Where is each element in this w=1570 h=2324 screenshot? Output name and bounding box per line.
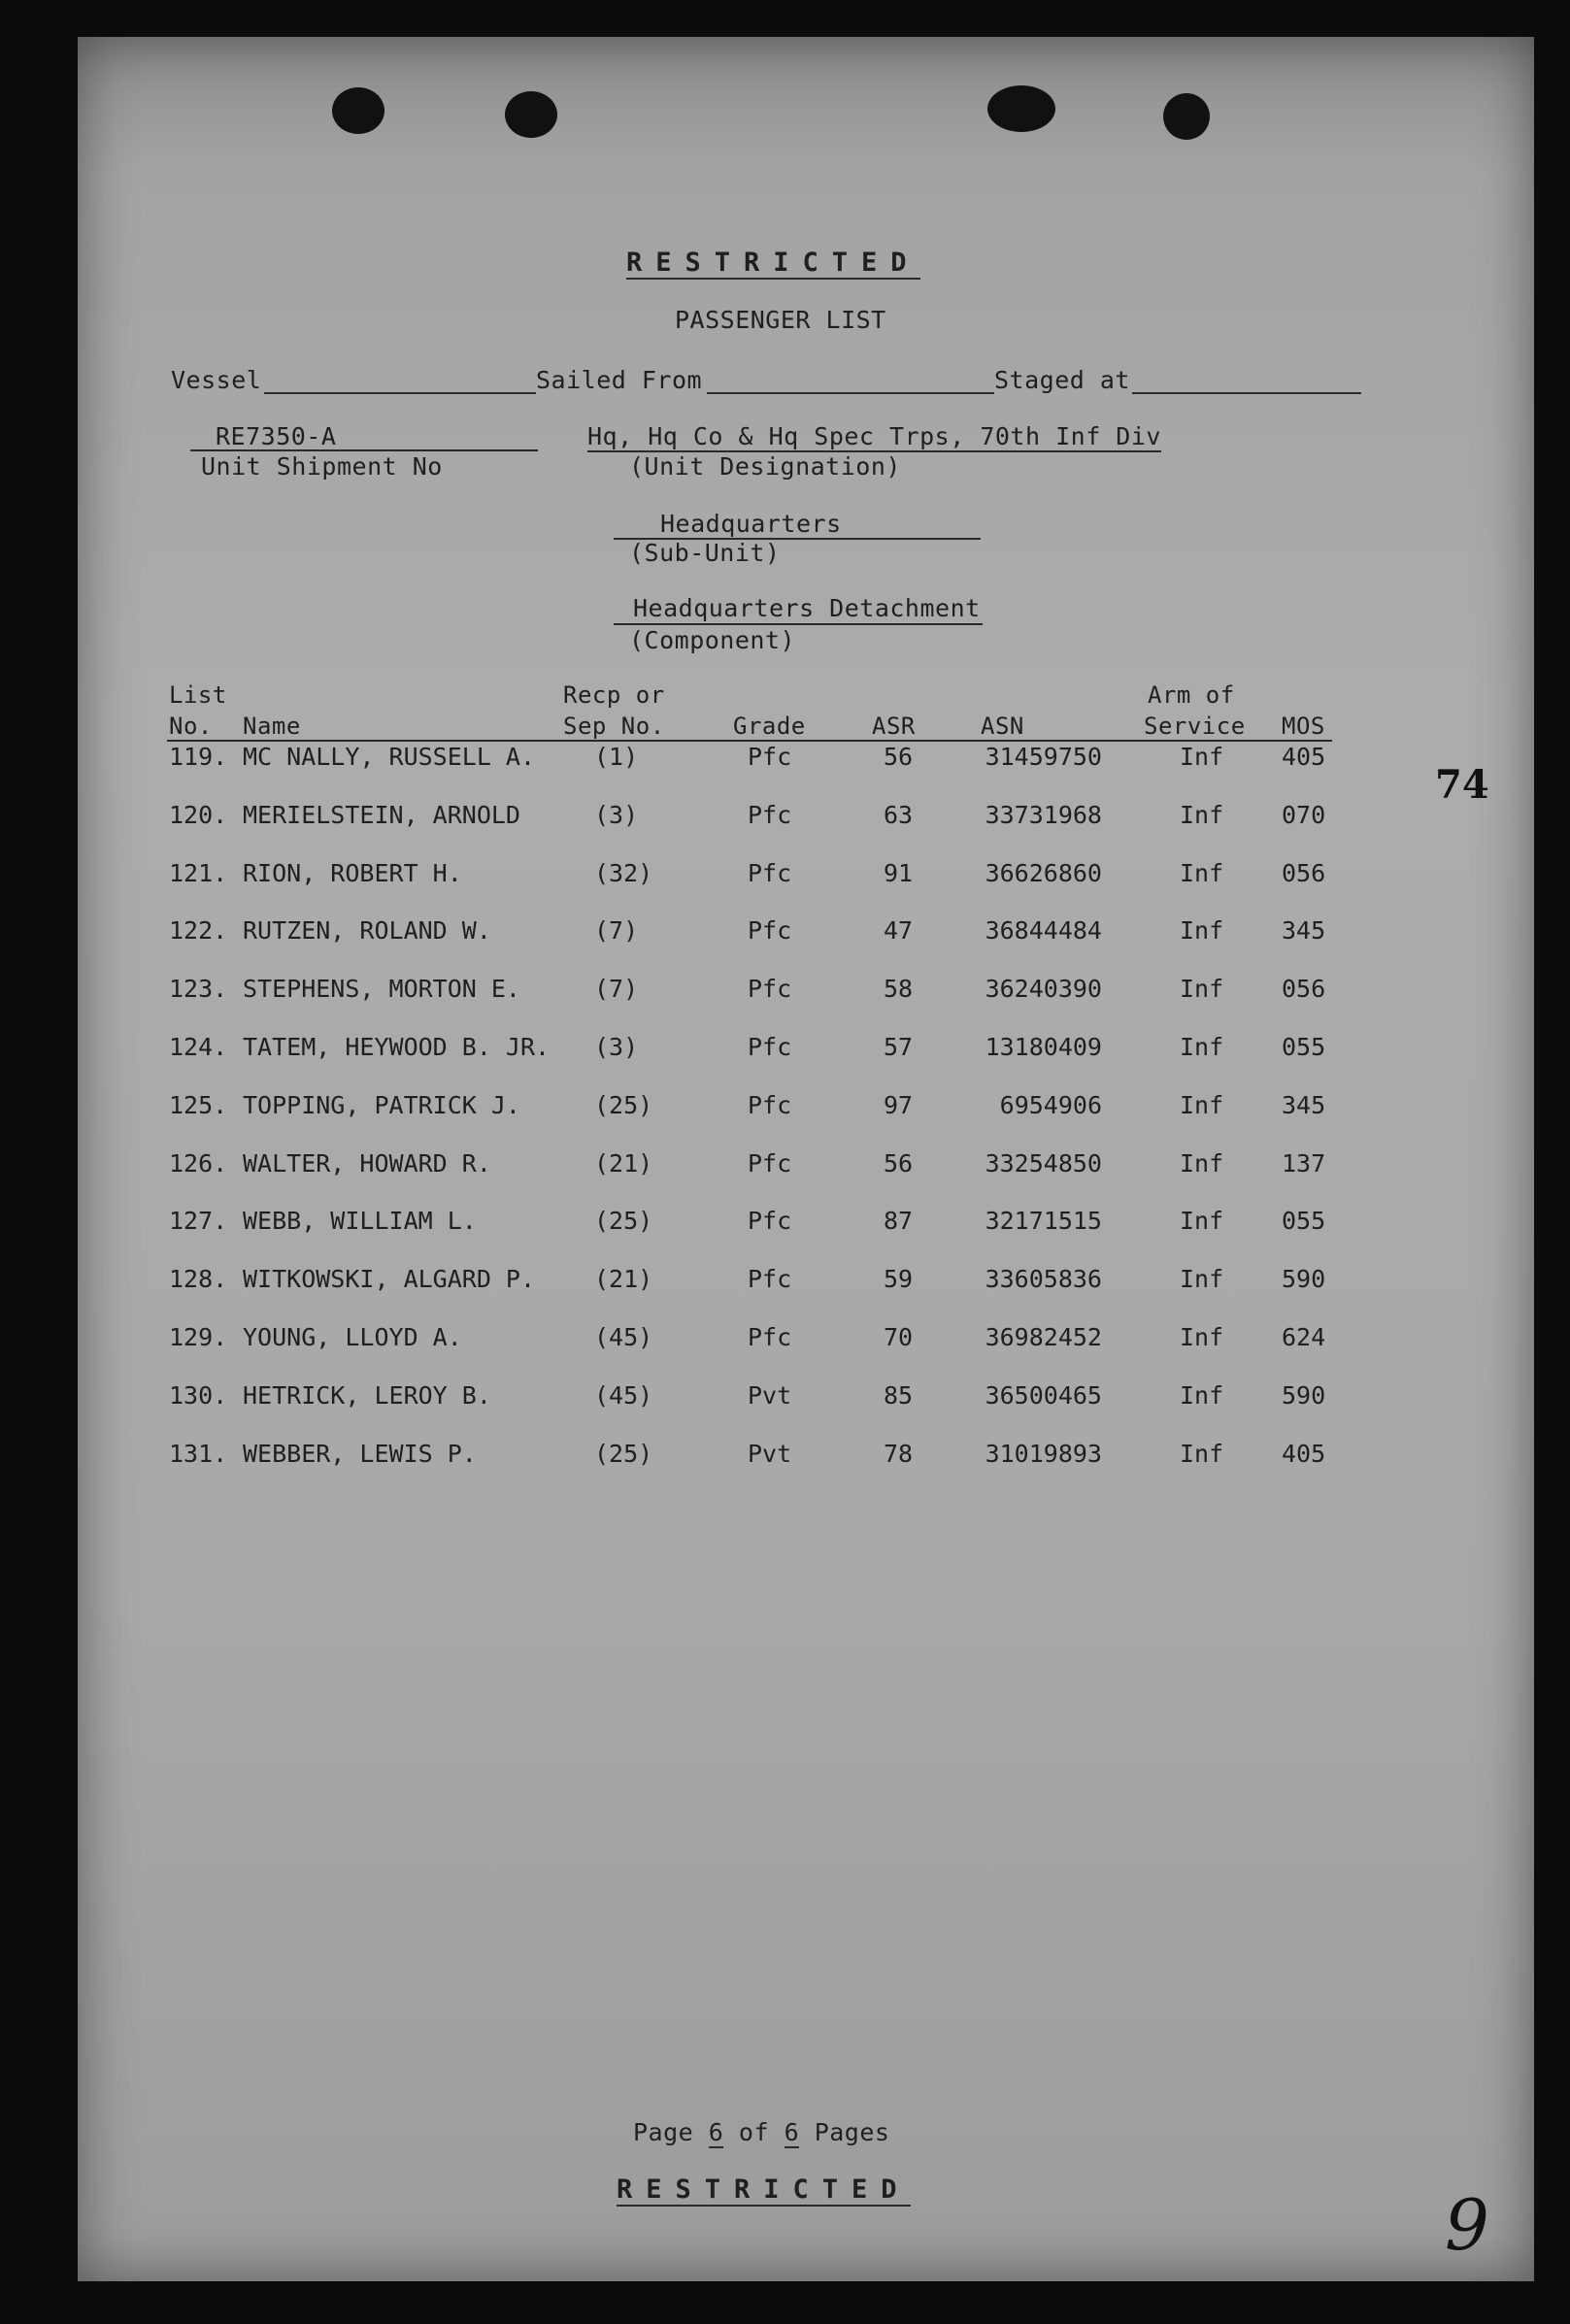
row-arm-of-service: Inf [1180,1265,1224,1293]
row-mos: 056 [1282,859,1326,887]
row-grade: Pfc [748,916,792,945]
row-name: TATEM, HEYWOOD B. JR. [243,1033,551,1061]
row-grade: Pfc [748,801,792,829]
row-grade: Pfc [748,859,792,887]
row-arm-of-service: Inf [1180,1323,1224,1351]
punch-hole [505,91,557,138]
row-name: RION, ROBERT H. [243,859,462,887]
row-recp-sep-no: (21) [594,1265,653,1293]
row-recp-sep-no: (21) [594,1149,653,1178]
row-name: MERIELSTEIN, ARNOLD [243,801,520,829]
col-grade: Grade [733,713,806,740]
row-mos: 055 [1282,1207,1326,1235]
row-list-no: 122. [169,916,228,945]
row-recp-sep-no: (45) [594,1381,653,1410]
row-recp-sep-no: (25) [594,1091,653,1119]
row-mos: 405 [1282,1440,1326,1468]
row-name: MC NALLY, RUSSELL A. [243,743,536,771]
row-asn: 33254850 [985,1149,1102,1178]
row-list-no: 129. [169,1323,228,1351]
row-grade: Pvt [748,1381,792,1410]
row-arm-of-service: Inf [1180,1207,1224,1235]
sub-unit: Headquarters [660,510,842,538]
row-name: STEPHENS, MORTON E. [243,975,520,1003]
page-total: 6 [784,2118,800,2146]
row-asr: 56 [884,1149,914,1178]
row-asr: 97 [884,1091,914,1119]
classification-bottom: RESTRICTED [617,2175,911,2205]
classification-top: RESTRICTED [626,248,920,278]
row-list-no: 123. [169,975,228,1003]
row-asr: 63 [884,801,914,829]
row-grade: Pfc [748,1149,792,1178]
page-prefix: Page [633,2118,694,2146]
row-mos: 590 [1282,1381,1326,1410]
row-name: WALTER, HOWARD R. [243,1149,491,1178]
row-arm-of-service: Inf [1180,975,1224,1003]
row-mos: 070 [1282,801,1326,829]
row-mos: 590 [1282,1265,1326,1293]
col-list-no: No. [169,713,213,740]
row-arm-of-service: Inf [1180,1381,1224,1410]
row-asr: 87 [884,1207,914,1235]
row-recp-sep-no: (3) [594,801,639,829]
col-mos: MOS [1282,713,1325,740]
col-name: Name [243,713,301,740]
component: Headquarters Detachment [633,594,981,622]
row-list-no: 127. [169,1207,228,1235]
row-asr: 59 [884,1265,914,1293]
row-asn: 13180409 [985,1033,1102,1061]
row-mos: 624 [1282,1323,1326,1351]
row-mos: 055 [1282,1033,1326,1061]
staged-at-label: Staged at [994,366,1130,394]
row-name: HETRICK, LEROY B. [243,1381,491,1410]
row-asr: 47 [884,916,914,945]
row-asn: 32171515 [985,1207,1102,1235]
sailed-from-field [707,392,994,394]
row-asr: 85 [884,1381,914,1410]
row-asn: 36844484 [985,916,1102,945]
col-asr: ASR [872,713,916,740]
row-grade: Pfc [748,1207,792,1235]
unit-designation-label: (Unit Designation) [629,452,901,481]
row-grade: Pfc [748,1265,792,1293]
row-recp-sep-no: (32) [594,859,653,887]
sailed-from-label: Sailed From [536,366,703,394]
row-list-no: 120. [169,801,228,829]
row-arm-of-service: Inf [1180,1091,1224,1119]
row-grade: Pfc [748,1091,792,1119]
row-list-no: 131. [169,1440,228,1468]
row-recp-sep-no: (25) [594,1207,653,1235]
row-arm-of-service: Inf [1180,916,1224,945]
page-suffix: Pages [814,2118,890,2146]
row-name: RUTZEN, ROLAND W. [243,916,491,945]
row-asn: 33605836 [985,1265,1102,1293]
row-arm-of-service: Inf [1180,1440,1224,1468]
row-arm-of-service: Inf [1180,801,1224,829]
row-asr: 58 [884,975,914,1003]
sub-unit-label: (Sub-Unit) [629,539,781,567]
punch-hole [1163,93,1210,140]
row-list-no: 125. [169,1091,228,1119]
row-asn: 31459750 [985,743,1102,771]
row-asn: 36982452 [985,1323,1102,1351]
row-name: WEBBER, LEWIS P. [243,1440,477,1468]
row-asn: 36626860 [985,859,1102,887]
row-mos: 345 [1282,916,1326,945]
row-grade: Pfc [748,1033,792,1061]
row-asn: 6954906 [999,1091,1102,1119]
col-arm-of-service: Arm of [1148,681,1235,709]
row-grade: Pfc [748,743,792,771]
row-asr: 70 [884,1323,914,1351]
col-recp-sep: Recp or [563,681,665,709]
row-list-no: 119. [169,743,228,771]
staged-at-field [1132,392,1361,394]
row-asn: 33731968 [985,801,1102,829]
component-underline [614,623,983,625]
row-name: WEBB, WILLIAM L. [243,1207,477,1235]
row-name: WITKOWSKI, ALGARD P. [243,1265,536,1293]
row-grade: Pvt [748,1440,792,1468]
header-underline [167,740,1332,742]
margin-stamp-number: 74 [1435,762,1489,808]
row-asr: 78 [884,1440,914,1468]
row-mos: 137 [1282,1149,1326,1178]
col-asn: ASN [981,713,1024,740]
row-arm-of-service: Inf [1180,859,1224,887]
row-asr: 56 [884,743,914,771]
row-list-no: 130. [169,1381,228,1410]
row-grade: Pfc [748,975,792,1003]
row-mos: 056 [1282,975,1326,1003]
col-recp-sep: Sep No. [563,713,665,740]
vessel-label: Vessel [171,366,262,394]
row-recp-sep-no: (7) [594,916,639,945]
row-name: TOPPING, PATRICK J. [243,1091,520,1119]
row-asn: 31019893 [985,1440,1102,1468]
col-list-no: List [169,681,227,709]
row-recp-sep-no: (7) [594,975,639,1003]
row-asn: 36240390 [985,975,1102,1003]
row-list-no: 128. [169,1265,228,1293]
col-arm-of-service: Service [1144,713,1246,740]
row-mos: 405 [1282,743,1326,771]
row-recp-sep-no: (25) [594,1440,653,1468]
row-mos: 345 [1282,1091,1326,1119]
punch-hole [987,85,1055,132]
unit-shipment-underline [190,449,538,451]
row-arm-of-service: Inf [1180,743,1224,771]
row-recp-sep-no: (45) [594,1323,653,1351]
row-list-no: 124. [169,1033,228,1061]
page-indicator [633,2118,889,2146]
component-label: (Component) [629,626,796,654]
row-asn: 36500465 [985,1381,1102,1410]
row-arm-of-service: Inf [1180,1033,1224,1061]
vessel-field [264,392,536,394]
unit-shipment-number: RE7350-A [216,422,337,450]
row-recp-sep-no: (3) [594,1033,639,1061]
row-asr: 57 [884,1033,914,1061]
punch-hole [332,87,384,134]
row-asr: 91 [884,859,914,887]
unit-shipment-label: Unit Shipment No [201,452,443,481]
row-name: YOUNG, LLOYD A. [243,1323,462,1351]
row-recp-sep-no: (1) [594,743,639,771]
page-of: of [738,2118,770,2146]
unit-designation: Hq, Hq Co & Hq Spec Trps, 70th Inf Div [587,422,1161,450]
row-list-no: 121. [169,859,228,887]
row-grade: Pfc [748,1323,792,1351]
page-number: 6 [708,2118,724,2146]
row-arm-of-service: Inf [1180,1149,1224,1178]
handwritten-page-number: 9 [1445,2184,1489,2266]
document-title: PASSENGER LIST [675,306,886,334]
row-list-no: 126. [169,1149,228,1178]
